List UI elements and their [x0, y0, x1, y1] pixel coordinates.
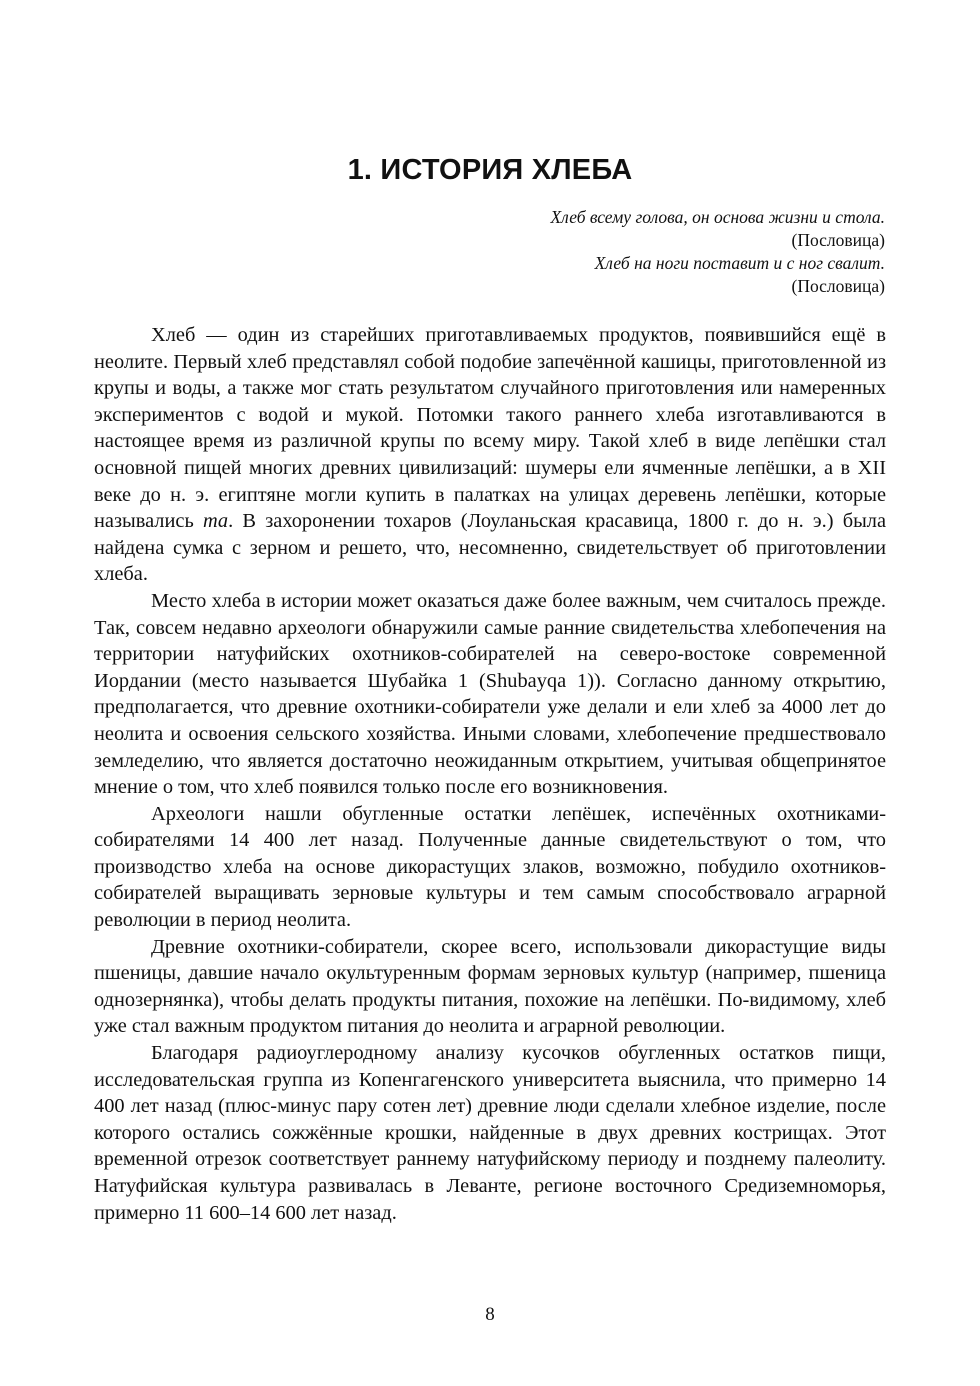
paragraph-4: Древние охотники-собиратели, скорее всего, использовали дикорастущие виды пшеницы, давшие начало окультуренным формам зерновых культур (например, пшеница однозернянка), чтобы делать продукты питания, похожие на лепёшки. По-видимому, хлеб уже стал важным продуктом питания до неолита и аграрной революции. [94, 935, 886, 1038]
chapter-title: 1. ИСТОРИЯ ХЛЕБА [347, 154, 633, 186]
paragraph-1-text-end: . В захоронении тохаров (Лоуланьская красавица, 1800 г. до н. э.) была найдена сумка с зерном и решето, что, несомненно, свидетельствует об приготовлении хлеба. [94, 510, 887, 586]
italic-term: та [202, 510, 229, 533]
epigraph-quote: Хлеб всему голова, он основа жизни и стола. [550, 207, 885, 227]
paragraph-1-text: Хлеб — один из старейших приготавливаемых продуктов, появившийся ещё в неолите. Первый хлеб представлял собой подобие запечённой кашицы, приготовленной из крупы и воды, а также мог стать результатом случайного приготовления или намеренных экспериментов с водой и мукой. Потомки такого раннего хлеба изготавливаются в настоящее время из различной крупы по всему миру. Такой хлеб в виде лепёшки стал основной пищей многих древних цивилизаций: шумеры ели ячменные лепёшки, а в XII веке до н. э. египтяне могли купить в палатках на улицах деревень лепёшки, которые назывались [94, 324, 886, 533]
page-number: 8 [485, 1304, 495, 1325]
epigraph-source: (Пословица) [791, 276, 885, 296]
paragraph-1 [94, 322, 886, 588]
paragraph-3: Археологи нашли обугленные остатки лепёшек, испечённых охотниками-собирателями 14 400 лет назад. Полученные данные свидетельствуют о том, что производство хлеба на основе дикорастущих злаков, возможно, побудило охотников-собирателей выращивать зерновые культуры и тем самым способствовало аграрной революции в период неолита. [94, 802, 886, 932]
paragraph-2: Место хлеба в истории может оказаться даже более важным, чем считалось прежде. Так, совсем недавно археологи обнаружили самые ранние свидетельства хлебопечения на территории натуфийских охотников-собирателей на северо-востоке современной Иордании (место называется Шубайка 1 (Shubayqa 1)). Согласно данному открытию, предполагается, что древние охотники-собиратели уже делали и ели хлеб за 4000 лет до неолита и освоения сельского хозяйства. Иными словами, хлебопечение предшествовало земледелию, что является достаточно неожиданным открытием, учитывая общепринятое мнение о том, что хлеб появился только после его возникновения. [94, 589, 886, 799]
epigraph-source: (Пословица) [791, 230, 885, 250]
paragraph-5: Благодаря радиоуглеродному анализу кусочков обугленных остатков пищи, исследовательская группа из Копенгагенского университета выяснила, что примерно 14 400 лет назад (плюс-минус пару сотен лет) древние люди сделали хлебное изделие, после которого остались сожжённые крошки, найденные в двух древних кострищах. Этот временной отрезок соответствует раннему натуфийскому периоду и позднему палеолиту. Натуфийская культура развивалась в Леванте, регионе восточного Средиземноморья, примерно 11 600–14 600 лет назад. [94, 1042, 886, 1224]
body-text [94, 322, 886, 1226]
epigraph-quote: Хлеб на ноги поставит и с ног свалит. [594, 253, 885, 273]
epigraph-block [285, 206, 885, 298]
